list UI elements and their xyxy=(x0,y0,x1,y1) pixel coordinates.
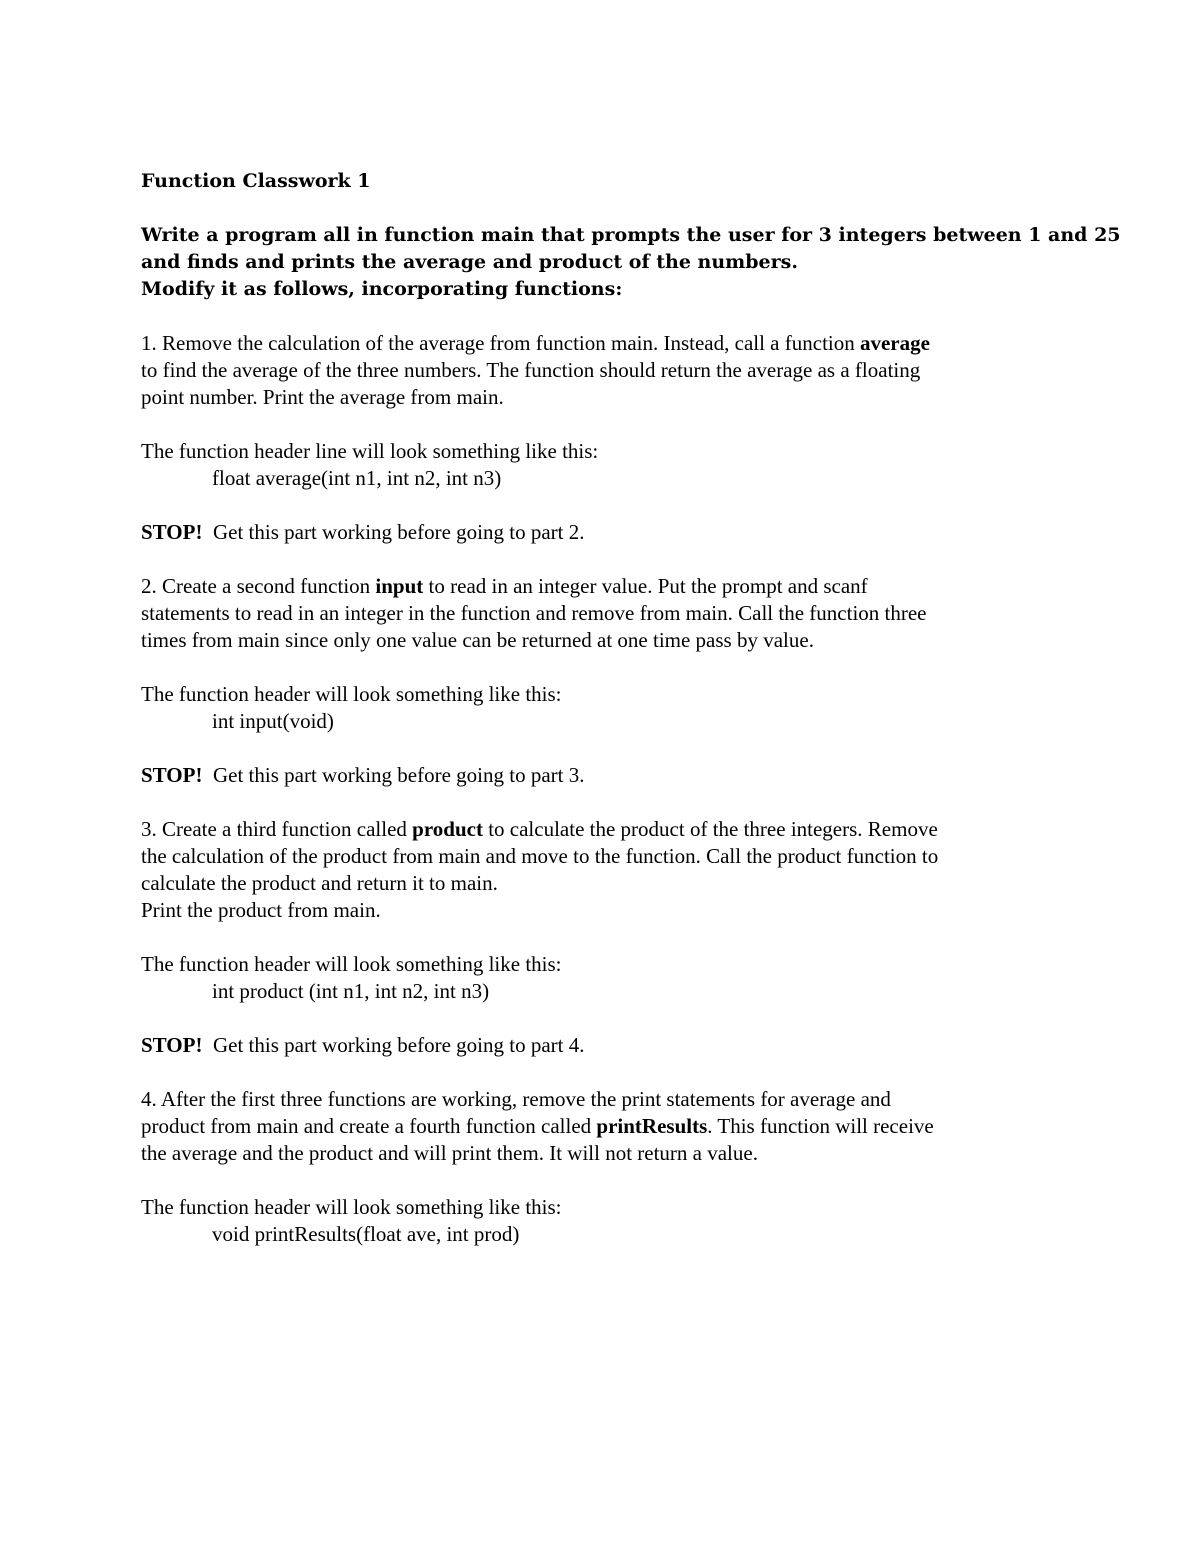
intro-line-3: Modify it as follows, incorporating functions: xyxy=(141,278,623,300)
stop-1 xyxy=(141,519,1071,546)
step-2-line-1 xyxy=(141,573,1071,600)
step-4-paragraph xyxy=(141,1086,1071,1167)
step-2-line-2: statements to read in an integer in the function and remove from main. Call the function three xyxy=(141,601,927,625)
spacer xyxy=(141,303,1071,330)
step-1-line-1-text: 1. Remove the calculation of the average from function main. Instead, call a function xyxy=(141,331,860,355)
spacer xyxy=(141,546,1071,573)
stop-3 xyxy=(141,1032,1071,1059)
stop-1-text: Get this part working before going to part 2. xyxy=(202,520,585,544)
document-page xyxy=(141,168,1121,1248)
spacer xyxy=(141,1005,1071,1032)
step-2-header-intro: The function header will look something like this: xyxy=(141,682,562,706)
step-2-function-name: input xyxy=(375,574,424,598)
step-1-line-2: to find the average of the three numbers. The function should return the average as a floating xyxy=(141,358,921,382)
step-3-line-2: the calculation of the product from main and move to the function. Call the product function to xyxy=(141,844,939,868)
step-4-function-name: printResults xyxy=(596,1114,708,1138)
step-4-header-intro: The function header will look something like this: xyxy=(141,1195,562,1219)
step-2-header-code: int input(void) xyxy=(212,709,334,733)
step-3-line-1-prefix: 3. Create a third function called xyxy=(141,817,413,841)
step-2-line-3: times from main since only one value can be returned at one time pass by value. xyxy=(141,628,814,652)
step-3-paragraph xyxy=(141,816,1071,924)
step-4-line-3: the average and the product and will print them. It will not return a value. xyxy=(141,1141,758,1165)
stop-2 xyxy=(141,762,1071,789)
step-1-paragraph xyxy=(141,330,1071,411)
step-3-line-1-suffix: to calculate the product of the three integers. Remove xyxy=(482,817,938,841)
spacer xyxy=(141,492,1071,519)
spacer xyxy=(141,1167,1071,1194)
spacer xyxy=(141,735,1071,762)
step-4-line-2-prefix: product from main and create a fourth function called xyxy=(141,1114,597,1138)
stop-1-label: STOP! xyxy=(141,520,203,544)
step-1-function-name: average xyxy=(859,331,930,355)
step-2-paragraph xyxy=(141,573,1071,654)
step-3-line-3: calculate the product and return it to main. xyxy=(141,871,498,895)
intro-paragraph xyxy=(141,222,1121,303)
step-3-line-4: Print the product from main. xyxy=(141,898,381,922)
document-title: Function Classwork 1 xyxy=(141,170,371,192)
step-3-header-code: int product (int n1, int n2, int n3) xyxy=(212,979,490,1003)
step-2-line-1-prefix: 2. Create a second function xyxy=(141,574,376,598)
spacer xyxy=(141,1059,1071,1086)
spacer xyxy=(141,195,1071,222)
stop-2-text: Get this part working before going to part 3. xyxy=(202,763,585,787)
spacer xyxy=(141,789,1071,816)
step-3-header-intro: The function header will look something like this: xyxy=(141,952,562,976)
step-4-header-code: void printResults(float ave, int prod) xyxy=(212,1222,520,1246)
spacer xyxy=(141,924,1071,951)
step-1-header-code: float average(int n1, int n2, int n3) xyxy=(212,466,502,490)
spacer xyxy=(141,411,1071,438)
stop-3-label: STOP! xyxy=(141,1033,203,1057)
stop-3-text: Get this part working before going to part 4. xyxy=(202,1033,585,1057)
intro-line-1: Write a program all in function main that prompts the user for 3 integers between 1 and 25 xyxy=(141,224,1121,246)
step-4-line-2 xyxy=(141,1113,1071,1140)
intro-line-2: and finds and prints the average and product of the numbers. xyxy=(141,251,798,273)
step-1-line-3: point number. Print the average from main. xyxy=(141,385,504,409)
spacer xyxy=(141,654,1071,681)
step-1-header-intro: The function header line will look something like this: xyxy=(141,439,599,463)
step-4-line-2-suffix: . This function will receive xyxy=(707,1114,934,1138)
step-4-line-1: 4. After the first three functions are working, remove the print statements for average and xyxy=(141,1087,891,1111)
step-3-function-name: product xyxy=(412,817,483,841)
step-3-line-1 xyxy=(141,816,1071,843)
step-1-line-1 xyxy=(141,330,1071,357)
step-2-line-1-suffix: to read in an integer value. Put the prompt and scanf xyxy=(423,574,868,598)
stop-2-label: STOP! xyxy=(141,763,203,787)
